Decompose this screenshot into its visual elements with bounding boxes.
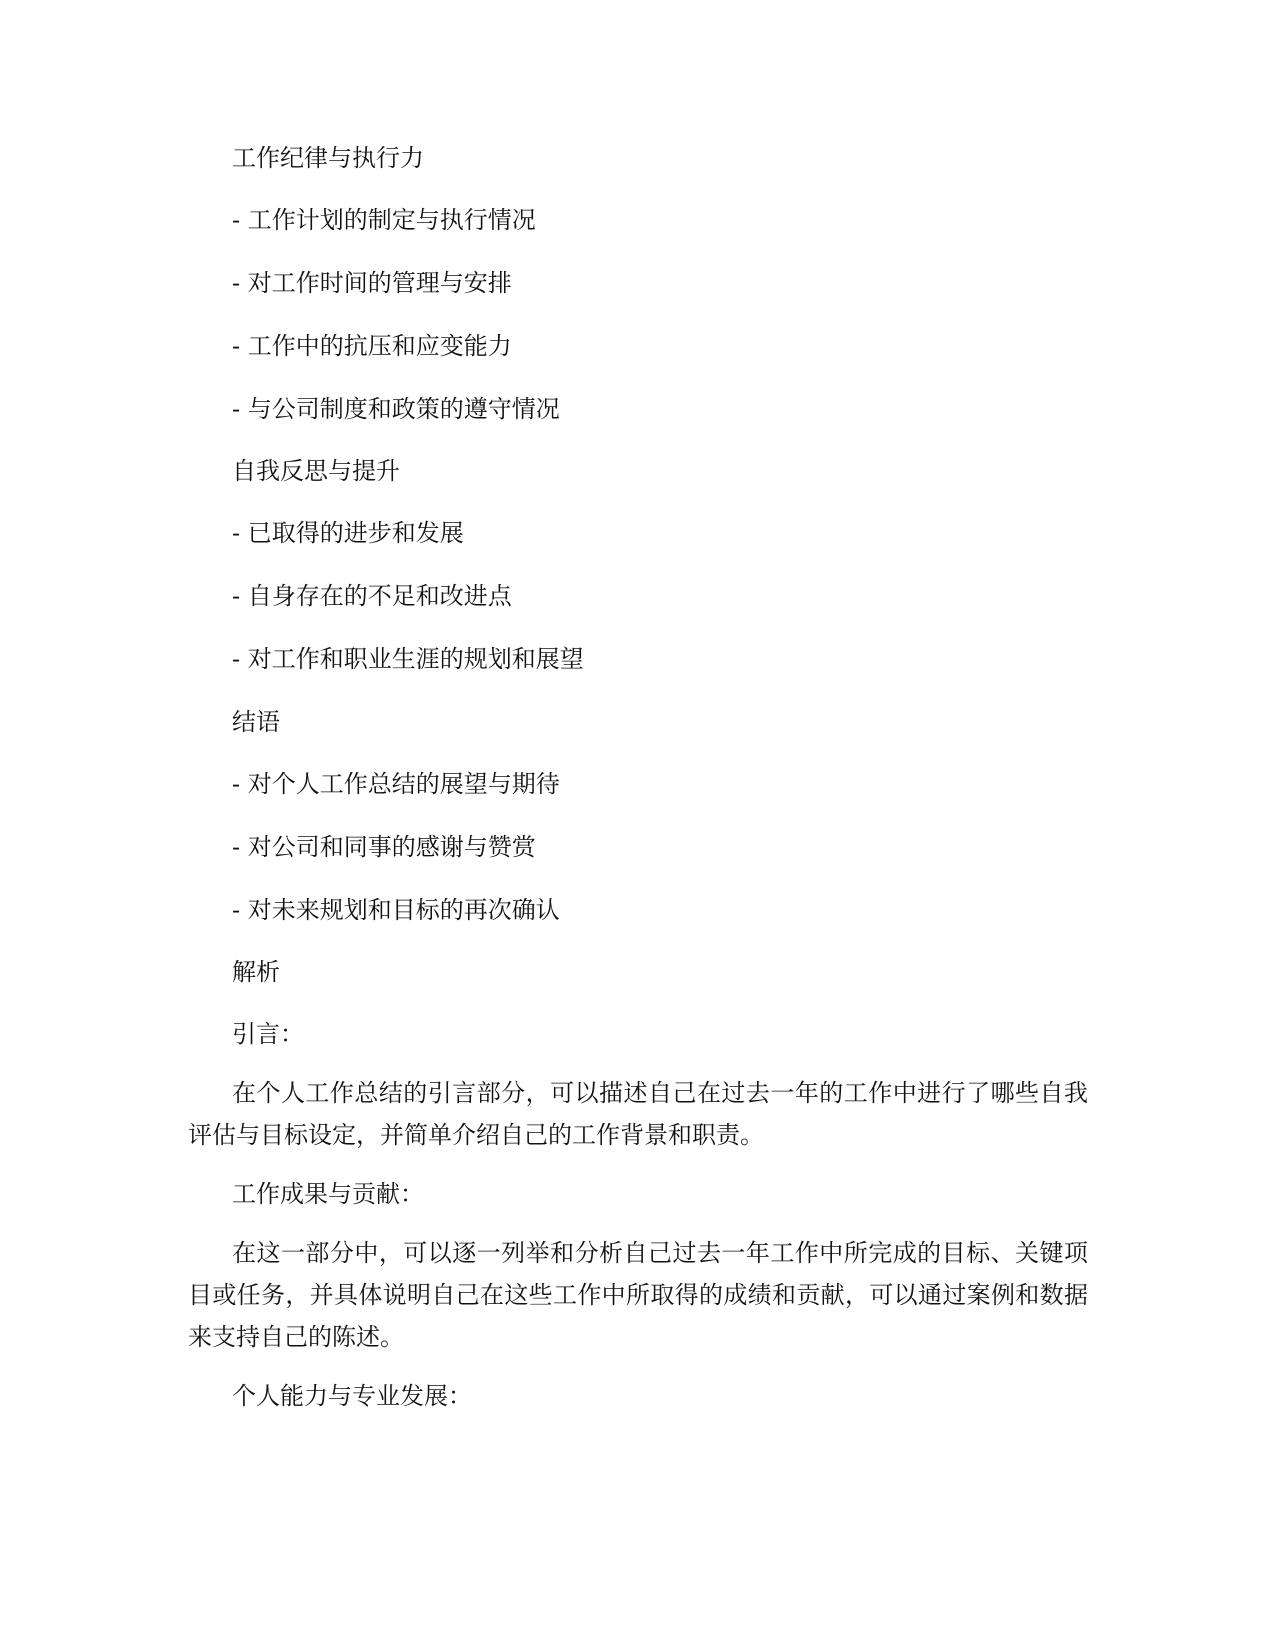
section-heading-results: 工作成果与贡献：	[232, 1180, 424, 1208]
section-heading-discipline: 工作纪律与执行力	[232, 144, 424, 172]
list-item: - 对工作时间的管理与安排	[232, 269, 512, 297]
list-item: - 已取得的进步和发展	[232, 519, 464, 547]
section-heading-intro: 引言：	[232, 1020, 304, 1048]
section-heading-analysis: 解析	[232, 958, 280, 986]
list-item: - 对工作和职业生涯的规划和展望	[232, 645, 584, 673]
list-item: - 工作计划的制定与执行情况	[232, 206, 536, 234]
list-item: - 自身存在的不足和改进点	[232, 582, 512, 610]
list-item: - 工作中的抗压和应变能力	[232, 332, 512, 360]
section-heading-reflection: 自我反思与提升	[232, 457, 400, 485]
paragraph-results: 在这一部分中，可以逐一列举和分析自己过去一年工作中所完成的目标、关键项目或任务，并具体说明自己在这些工作中所取得的成绩和贡献，可以通过案例和数据来支持自己的陈述。	[188, 1239, 1088, 1351]
paragraph-intro: 在个人工作总结的引言部分，可以描述自己在过去一年的工作中进行了哪些自我评估与目标设定，并简单介绍自己的工作背景和职责。	[188, 1079, 1088, 1149]
list-item: - 与公司制度和政策的遵守情况	[232, 395, 560, 423]
list-item: - 对个人工作总结的展望与期待	[232, 770, 560, 798]
section-heading-conclusion: 结语	[232, 708, 280, 736]
section-heading-ability: 个人能力与专业发展：	[232, 1382, 472, 1410]
list-item: - 对公司和同事的感谢与赞赏	[232, 833, 536, 861]
list-item: - 对未来规划和目标的再次确认	[232, 896, 560, 924]
